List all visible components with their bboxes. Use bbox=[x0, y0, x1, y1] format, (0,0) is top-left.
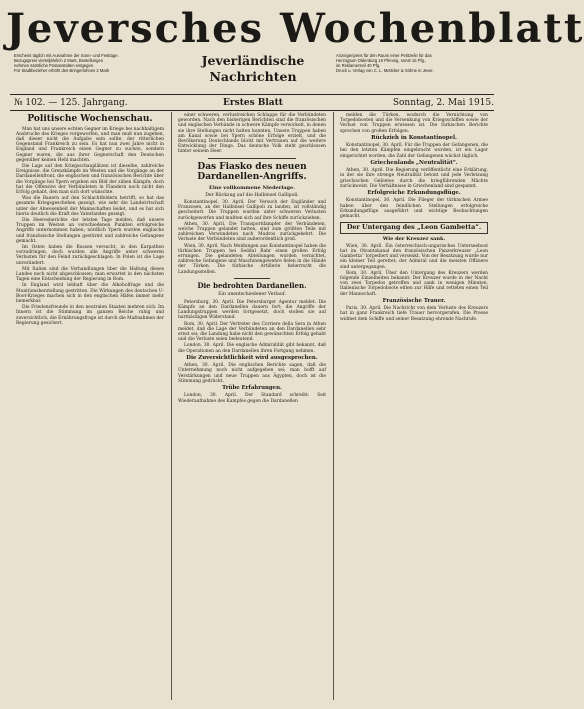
boxed-headline: Der Untergang des „Leon Gambetta“. bbox=[340, 222, 488, 234]
article-paragraph: Rom, 30. April. Über den Untergang des Kreuzers werden folgende Einzelheiten bekannt: Der Kreuzer wurde in der Nacht von zwei Torpedos getroffen und sank in wenigen Minuten. Italienische Torpedoboote eilten zur Hilfe und retteten einen Teil der Mannschaft. bbox=[340, 270, 488, 297]
article-paragraph: Rom, 30. April. Der Vertreter des Corriere della Sera in Athen meldet, daß die Lage der Verbündeten an den Dardanellen sehr ernst sei; die Landung habe nicht den gewünschten Erfolg gehabt und die Verluste seien bedeutend. bbox=[178, 321, 326, 343]
subtitle-line: Nachrichten bbox=[209, 69, 297, 84]
article-divider bbox=[234, 278, 270, 279]
article-paragraph: Wien, 30. April. Nach Meldungen aus Konstantinopel haben die türkischen Truppen bei Seddul Bahr einen großen Erfolg errungen. Die gelandeten Abteilungen wurden vernichtet, zahlreiche Gefangene und Maschinengewehre fielen in die Hände der Türken. Die türkische Artillerie beherrscht die Landungsstellen. bbox=[178, 243, 326, 275]
article-paragraph: Athen, 30. April. Die englischen Berichte sagen, daß die Unternehmung noch nicht aufgegeben sei; man hofft auf Verstärkungen und neue Truppen aus Ägypten, doch ist die Stimmung gedrückt. bbox=[178, 363, 326, 384]
column-politics bbox=[16, 113, 164, 698]
issue-number: № 102. — 125. Jahrgang. bbox=[14, 98, 128, 108]
subscription-line: Bezugspreis vierteljährlich 2 Mark, Bestellungen bbox=[14, 58, 104, 64]
article-paragraph: Man hat uns unsere echten Gegner im Kriege bei nachhaltigem Ausbruche des Krieges vorgeworfen, und man muß nun zugeben, daß dieser nicht die Aufgabe sein sollte, der ritterlichen Gegenstand Frankreich zu sein. Es hat nun zwei Jahre nicht in England und Frankreich einen Gegner zu suchen, sondern Gegner waren, die aus ihrer Gegnerschaft den Deutschen gegenüber keinen Hehl machten. bbox=[16, 126, 164, 163]
article-paragraph: Was die Bauern auf den Schlachtfeldern betrifft, so hat das gesamte Kriegsgeschehen gezeigt, wie sehr die Landwirtschaft unter der Abwesenheit der Mannschaften leidet, und es hat sich hierin deutlich die Kraft des Vaterlandes gezeigt. bbox=[16, 196, 164, 217]
subscription-line: Erscheint täglich mit Ausnahme der Sonn- und Festtage. bbox=[14, 53, 119, 58]
column-news bbox=[340, 113, 488, 698]
rule-top bbox=[10, 94, 494, 95]
issue-date: Sonntag, 2. Mai 1915. bbox=[392, 98, 494, 108]
article-paragraph: London, 30. April. Der Standard schreibt: Seit Wiederaufnahme des Kampfes gegen die Dardanellen bbox=[178, 393, 326, 404]
advertising-line: Herzogtum Oldenburg 10 Pfennig, sonst 15 Pfg., bbox=[336, 58, 427, 64]
article-paragraph: Athen, 30. April. Die Regierung veröffentlicht eine Erklärung, in der sie ihre strenge Neutralität betont und jede Verletzung griechischen Gebietes durch die kriegführenden Mächte zurückweist. Die Verhältnisse in Griechenland sind gespannt. bbox=[340, 168, 488, 189]
article-dek: Der Rückzug auf die Halbinsel Gallipoli. bbox=[205, 192, 299, 198]
subtitle bbox=[180, 53, 326, 93]
article-paragraph: einer schweren, verlustreichen Schlappe für die Verbündeten geworden. Nach den bisherigen Berichten sind die französischen und englischen Verbände in schwere Kämpfe verwickelt, in denen sie ihre Stellungen nicht halten konnten. Unsere Truppen haben am Kanal sowie bei Ypern schöne Erfolge erzielt, und die Bevölkerung Deutschlands blickt mit Vertrauen auf die weitere Entwicklung der Dinge. Das deutsche Volk steht geschlossen hinter seinem Heer. bbox=[178, 113, 326, 155]
article-divider bbox=[208, 158, 297, 159]
advertising-line: Anzeigenpreis für den Raum einer Petitzeile für das bbox=[336, 53, 432, 58]
article-paragraph: Konstantinopel, 30. April. Der Versuch der Engländer und Franzosen, an der Halbinsel Gallipoli zu landen, ist vollständig gescheitert. Die Truppen wurden unter schweren Verlusten zurückgeworfen und mußten sich auf ihre Schiffe zurückziehen. bbox=[178, 200, 326, 221]
article-heading: Politische Wochenschau. bbox=[27, 114, 153, 124]
column-separator bbox=[171, 112, 172, 700]
article-paragraph: Paris, 30. April. Die Nachricht von dem Verluste des Kreuzers hat in ganz Frankreich tiefe Trauer hervorgerufen. Die Presse widmet dem Schiffe und seiner Besatzung ehrende Nachrufe. bbox=[340, 306, 488, 322]
section-subheading: Ein unentschiedener Verlauf. bbox=[218, 292, 286, 298]
article-paragraph: Die Lage auf den Kriegsschauplätzen ist dieselbe, zahlreiche Ereignisse, die Grenzkämpfe im Westen und die Vorgänge an der Dardanellenfront, die englischen und französischen Berichte über die Vorgänge bei Ypern ergeben ein Bild der zähen Kämpfe; doch hat die Offensive der Verbündeten in Flandern noch nicht den Erfolg gehabt, den man sich dort wünschte. bbox=[16, 163, 164, 195]
edition-label: Erstes Blatt bbox=[223, 98, 283, 108]
article-paragraph: Im Osten haben die Russen versucht, in den Karpathen vorzudringen, doch wurden alle Angriffe unter schweren Verlusten für den Feind zurückgeschlagen. In Polen ist die Lage unverändert. bbox=[16, 244, 164, 266]
article-paragraph: Wien, 30. April. Ein österreichisch-ungarisches Unterseeboot hat im Otrantokanal den französischen Panzerkreuzer „Leon Gambetta“ torpediert und versenkt. Von der Besatzung wurde nur ein kleiner Teil gerettet; der Admiral und die meisten Offiziere sind untergegangen. bbox=[340, 243, 488, 270]
article-paragraph: Die Heeresberichte der letzten Tage melden, daß unsere Truppen im Westen an verschiedenen Punkten erfolgreiche Angriffe unternommen haben; nördlich Ypern wurden englische und französische Stellungen gestürmt und zahlreiche Gefangene gemacht. bbox=[16, 217, 164, 244]
article-paragraph: London, 30. April. Die englische Admiralität gibt bekannt, daß die Operationen an den Dardanellen ihren Fortgang nehmen. bbox=[178, 343, 326, 354]
column-separator bbox=[333, 112, 334, 700]
article-paragraph: Petersburg, 30. April. Die Petersburger Agentur meldet: Die Kämpfe an den Dardanellen dauern fort; die Angriffe der Landungstruppen werden fortgesetzt, doch stoßen sie auf hartnäckigen Widerstand. bbox=[178, 299, 326, 321]
section-heading: Die bedrohten Dardanellen. bbox=[197, 280, 307, 290]
article-paragraph: Konstantinopel, 30. April. Die Flieger der türkischen Armee haben über den feindlichen Stellungen erfolgreiche Erkundungsflüge ausgeführt und wichtige Beobachtungen gemacht. bbox=[340, 198, 488, 220]
subscription-line: nehmen sämtliche Postanstalten entgegen. bbox=[14, 63, 95, 69]
subscription-info bbox=[14, 53, 166, 93]
article-subheadline: Eine vollkommene Niederlage. bbox=[209, 184, 295, 191]
article-subheadline: Wie der Kreuzer sank. bbox=[382, 235, 446, 242]
section-heading: Rückzieh in Konstantinopel. bbox=[371, 134, 457, 141]
article-paragraph: Die Friedensfreunde in den neutralen Staaten mehren sich. Im Innern ist die Stimmung im ganzen Reiche ruhig und zuversichtlich, die Ernährungsfrage ist durch die Maßnahmen der Regierung gesichert. bbox=[16, 305, 164, 326]
advertising-line: Druck u. Verlag von C. L. Mettcker & Söhne in Jever. bbox=[336, 68, 434, 74]
subscription-line: Für Stadtbezieher erhöht des Bringerlohnes 2 Mark bbox=[14, 68, 110, 74]
section-heading: Trübe Erfahrungen. bbox=[222, 385, 282, 392]
section-heading: Erfolgreiche Erkundungsflüge. bbox=[367, 190, 461, 197]
rule-bottom bbox=[10, 110, 494, 111]
dateline bbox=[14, 97, 494, 109]
section-heading: Französische Trauer. bbox=[382, 297, 446, 304]
advertising-line: im Reklamenteil 40 Pfg. bbox=[336, 63, 381, 69]
article-paragraph: Mit Italien sind die Verhandlungen über die Haltung dieses Landes noch nicht abgeschlossen; man erwartet in den nächsten Tagen eine Entscheidung der Regierung in Rom. bbox=[16, 266, 164, 283]
subtitle-line: Jeverländische bbox=[201, 53, 305, 68]
article-paragraph: melden die Türken, wodurch die Vernichtung von Torpedobooten und die Versenkung von Kriegsschiffen sowie der Verlust von Truppen erwiesen ist. Die türkischen Berichte sprechen von großen Erfolgen. bbox=[340, 113, 488, 134]
column-dardanelles bbox=[178, 113, 326, 698]
section-heading: Griechenlands „Neutralität“. bbox=[370, 159, 458, 166]
section-heading: Die Zuversichtlichkeit wird ausgesprochen. bbox=[186, 354, 318, 361]
article-headline: Das Fiasko des neuen Dardanellen-Angriffs. bbox=[197, 161, 307, 183]
advertising-info bbox=[336, 53, 488, 93]
article-paragraph: In England wird lebhaft über die Alkoholfrage und die Munitionsherstellung gestritten. Die Wirkungen des deutschen U-Boot-Krieges machen sich in den englischen Häfen immer mehr bemerkbar. bbox=[16, 283, 164, 304]
article-paragraph: Konstantinopel, 30. April. Für die Truppen der Gefangenen, die bei den letzten Kämpfen eingebracht wurden, ist ein Lager eingerichtet worden; die Zahl der Gefangenen wächst täglich. bbox=[340, 143, 488, 159]
article-paragraph: Athen, 30. April. Die Transportdampfer der Verbündeten, welche Truppen gelandet hatten, sind zum größten Teile mit zahlreichen Verwundeten nach Mudros zurückgekehrt. Die Verluste der Verbündeten sind außerordentlich groß. bbox=[178, 221, 326, 243]
masthead-title: Jeversches Wochenblatt bbox=[6, 5, 584, 52]
